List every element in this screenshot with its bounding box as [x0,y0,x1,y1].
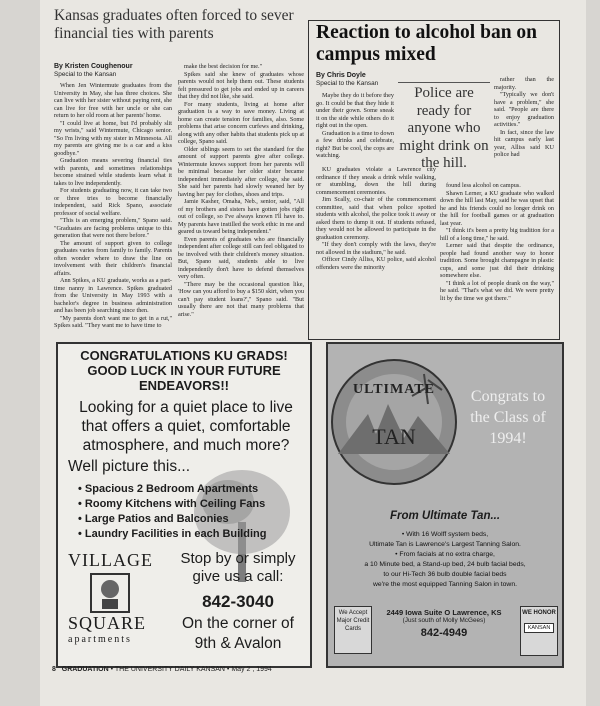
issue-date: May 2 , 1994 [231,666,272,673]
paragraph: For many students, living at home after graduation is a way to save money. Living at home can create tension for families, also. Some problems that arise concern curfews and drinking, along with any other habits that students pick up at college, Spano said. [178,100,304,145]
paragraph: Graduation means severing financial ties with parents, and sometimes relationships become strained while students learn what it takes to live independently. [54,157,172,187]
paragraph: For students graduating now, it can take two or three tries to become financially independent, said Rick Spano, associate professor of social welfare. [54,187,172,217]
paragraph: Spikes said she knew of graduates whose parents would not help them out. These students felt pressured to get jobs and ended up in careers that they did not like, she said. [178,70,304,100]
honor-label: WE HONOR [522,610,556,616]
building-icon [90,573,130,613]
page-number: 8 [52,666,56,673]
left-story-col1 [54,82,172,340]
paragraph: Maybe they do it before they go. It could be that they hide it under their gown. Some sneak it on the side while others do it right out in the open. [316,92,394,129]
bullet-item: • Roomy Kitchens with Ceiling Fans [78,498,266,510]
tan-line: a 10 Minute bed, a Stand-up bed, 24 bulb facial beds, [364,561,526,568]
ad-cta: Stop by or simply give us a call: [180,550,296,585]
section-name: GRADUATION [61,666,109,673]
page-footer [52,664,562,676]
tan-congrats: Congrats to the Class of 1994! [470,388,546,447]
paragraph: Jamie Kasher, Omaha, Neb., senior, said, "All of my brothers and sisters have gotten jobs right out of college, so I've always known I'll have to. My parents have instilled the work ethic in me and geared us toward being independent." [178,198,304,235]
ad-bullets [78,482,306,542]
logo-top: VILLAGE [68,550,153,570]
paragraph: Officer Cindy Alliss, KU police, said alcohol offenders were the minority [316,256,436,271]
right-story-headline: Reaction to alcohol ban on campus mixed [316,22,538,65]
left-story-headline: Kansas graduates often forced to sever financial ties with parents [54,7,294,42]
tan-line: we're the most equipped Tanning Salon in town. [372,581,517,588]
tan-line: Ultimate Tan is Lawrence's Largest Tanning Salon. [369,541,521,548]
logo-sub: apartments [68,634,132,645]
paragraph: "My parents don't want me to get in a rut," Spikes said. "They want me to have time to [54,314,172,329]
paragraph: "If they don't comply with the laws, they're not allowed in the stadium," he said. [316,241,436,256]
tan-phone: 842-4949 [420,627,468,639]
paragraph: found less alcohol on campus. [446,182,521,189]
paragraph: "There may be the occasional question like, 'How can you afford to buy a $150 skirt, when you can't pay student loans?'," Spano said. "But usually there are not that many problems that arise." [178,280,304,318]
paragraph: Older siblings seem to set the standard for the amount of support parents give after college. Wintermute knows support from her parents will be minimal because her older sister became independent immediately after college, she said. She said her parents had slowly weaned her by having her pay for clothes, shoes and trips. [178,145,304,198]
logo-bottom: SQUARE [68,613,147,633]
paragraph: "I could live at home, but I'd probably slit my wrists," said Wintermute, Chicago senior. "So I'm living with my sister in Minnesota. All my parents are giving me is a car and a kiss goodbye." [54,119,172,157]
bullet-item: • Large Patios and Balconies [78,513,229,525]
right-story-col1 [316,166,436,336]
tan-contact [374,608,514,639]
right-story-byline-block [316,72,396,87]
village-square-ad [56,342,312,668]
bullet-icon: • [78,483,85,495]
paragraph: Shawn Lerner, a KU graduate who walked down the hill last May, said he was upset that he and his friends could no longer drink on the hill for football games or at graduation last year. [440,189,554,227]
paragraph: In fact, since the law hit campus early last year, Alliss said KU police had [494,128,554,158]
right-story-col2 [440,182,554,336]
paragraph: Even parents of graduates who are financially independent after college still can feel obligated to be involved with their children's money situation. But, Spano said, students able to live independently don't have to defend themselves very often. [178,235,304,280]
left-story-byline-role: Special to the Kansan [54,70,117,78]
paragraph: Lerner said that despite the ordinance, people had found another way to honor tradition. Some brought champagne in plastic cups, and some just did their drinking somewhere else. [440,242,554,279]
tan-address: 2449 Iowa Suite O Lawrence, KS [386,608,502,617]
ad-intro: Looking for a quiet place to live that offers a quiet, comfortable atmosphere, and much more? [79,399,293,454]
ultimate-tan-ad [326,342,564,668]
tan-logo-bottom: TAN [372,424,416,449]
kansan-honor-badge [520,606,558,656]
pull-quote-text: Police are ready for anyone who might drink on the hill. [399,85,489,171]
bullet-icon: • [78,513,85,525]
paragraph: Ann Spikes, a KU graduate, works as a part-time nanny in Lawrence. Spikes graduated from the University in May 1993 with a bachelor's degree in business administration and has been job searching since then. [54,277,172,314]
pull-quote [398,80,490,173]
paragraph: rather than the majority. [494,76,554,91]
ad-picture-this: Well picture this... [68,458,191,475]
paragraph: Jim Scally, co-chair of the commencement committee, said that when police spotted students with alcohol, the police took it away or asked them to dump it out. If students refused, they would not be allowed to participate in the graduation ceremony. [316,196,436,241]
paragraph: "Typically we don't have a problem," she said. "People are there to enjoy graduation activities." [494,91,554,128]
right-story-col1-top [316,92,394,164]
bullet-icon: • [78,528,85,540]
ad-phone: 842-3040 [202,592,274,611]
right-story-byline: By Chris Doyle [316,72,366,79]
tan-logo-top: ULTIMATE [353,382,435,397]
paragraph: make the best decision for me." [184,63,263,70]
paragraph: KU graduates violate a Lawrence city ordinance if they sneak a drink while walking, or stumbling, down the hill during commencement ceremonies. [316,166,436,196]
left-story-col2 [178,63,304,340]
bullet-item: • Laundry Facilities in each Building [78,528,267,540]
right-story-col2-top [494,76,554,182]
right-story-byline-role: Special to the Kansan [316,79,379,87]
tan-line: • With 16 Wolff system beds, [401,531,489,538]
kansan-card-icon: KANSAN [524,623,554,633]
bullet-item: • Spacious 2 Bedroom Apartments [78,483,259,495]
paper-name: • THE UNIVERSITY DAILY KANSAN • [110,666,230,673]
paragraph: When Jen Wintermute graduates from the University in May, she has three choices. She can live with her sister without paying rent, she can live for free with her uncle or she can return to her old room at her parents' home. [54,82,172,119]
tan-features [332,530,558,590]
ad-headline: CONGRATULATIONS KU GRADS! GOOD LUCK IN YOUR FUTURE ENDEAVORS!! [80,348,288,393]
tan-line: to our Hi-Tech 36 bulb double facial beds [383,571,507,578]
paragraph: "This is an emerging problem," Spano said. "Graduates are facing problems unique to this generation that were not there before." [54,217,172,239]
credit-card-badge: We Accept Major Credit Cards [334,606,372,654]
paragraph: "I think it's been a pretty big tradition for a hill of a long time," he said. [440,227,554,242]
bullet-icon: • [78,498,85,510]
ad-location: On the corner of 9th & Avalon [181,615,294,652]
paragraph: The amount of support given to college graduates varies from family to family. Parents often wonder where to draw the line on involvement with their children's financial affairs. [54,239,172,277]
pull-quote-rule [398,82,490,83]
paragraph: "I think a lot of people drank on the way," he said. "That's what we did. We were pretty lit by the time we got there." [440,279,554,302]
tan-address-sub: (Just south of Molly McGees) [402,617,486,624]
village-square-logo [68,550,156,654]
tan-line: • From facials at no extra charge, [395,551,495,558]
left-story-byline: By Kristen Coughenour [54,63,133,70]
tan-from: From Ultimate Tan... [389,510,501,522]
paragraph: Graduation is a time to down a few drinks and celebrate, right? But be cool, the cops are watching. [316,129,394,159]
